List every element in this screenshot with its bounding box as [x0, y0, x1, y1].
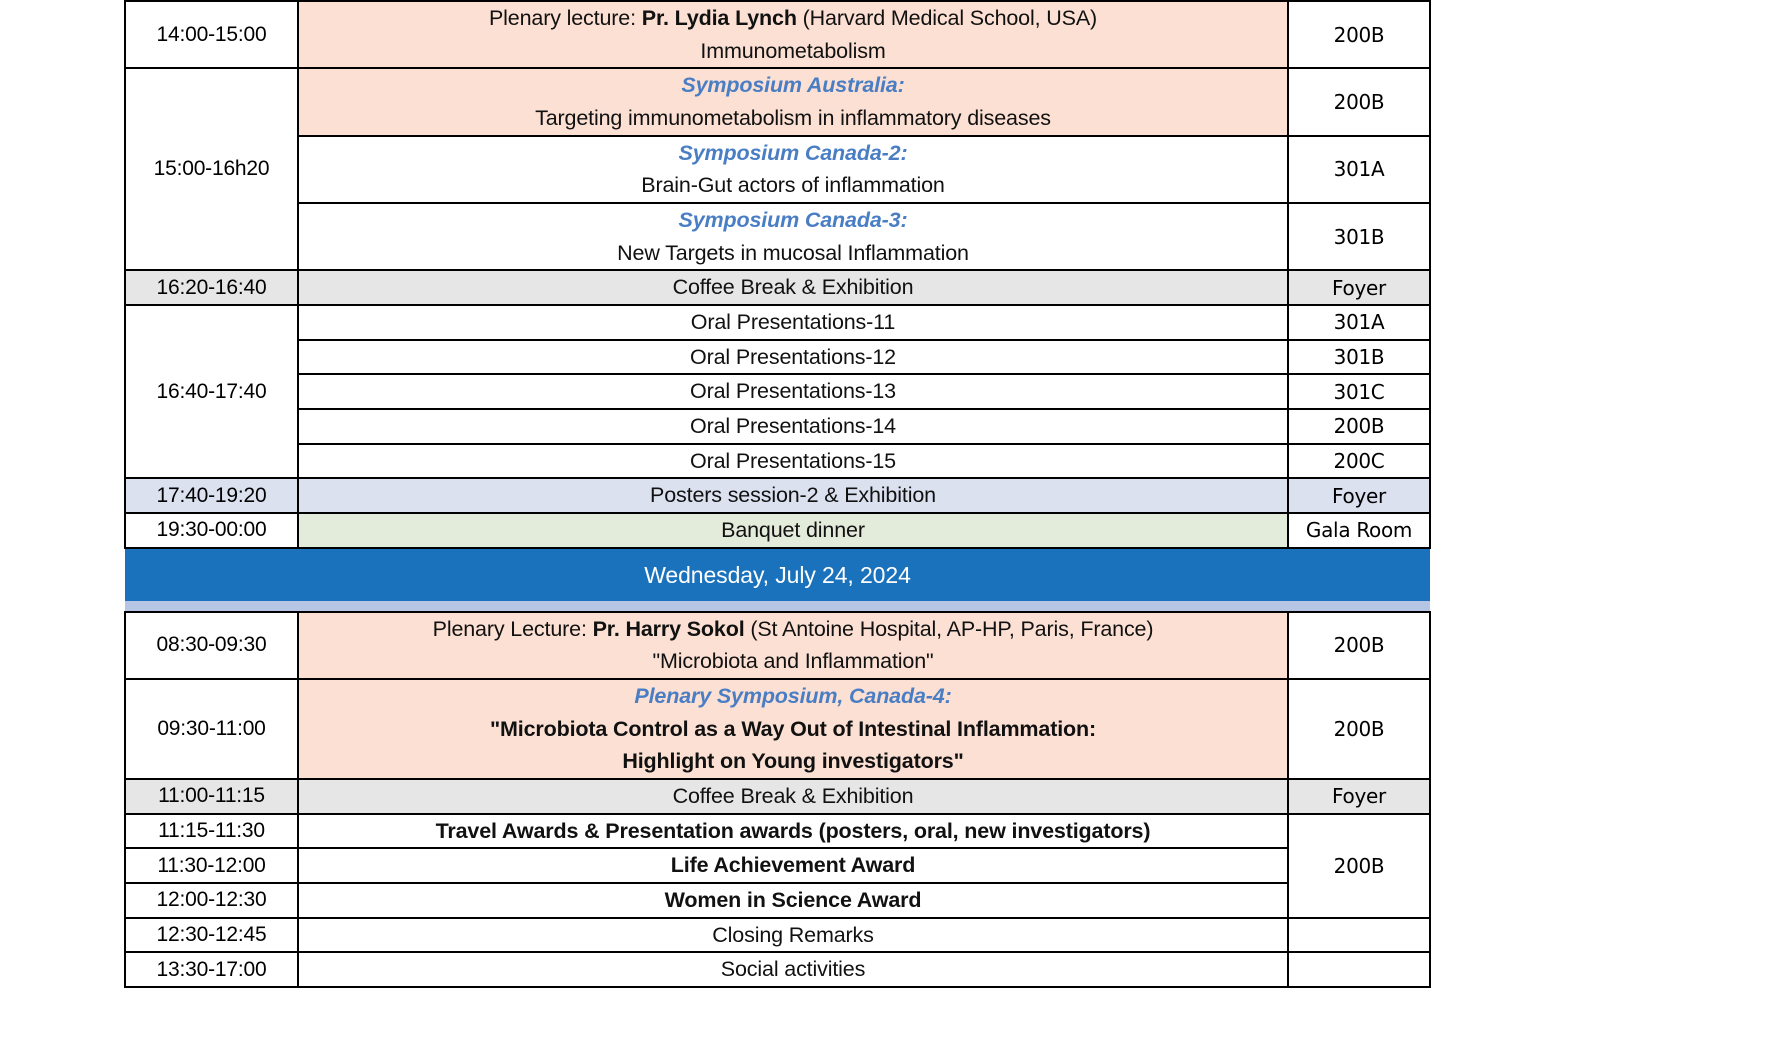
session-cell [298, 918, 1288, 953]
schedule-body [125, 1, 1430, 987]
room-cell: 301B [1288, 340, 1430, 375]
time-slot-cell: 12:30-12:45 [125, 918, 298, 953]
session-line [299, 271, 1287, 304]
room-cell: Gala Room [1288, 513, 1430, 548]
room-cell [1288, 952, 1430, 987]
session-line [299, 919, 1287, 952]
session-text-fragment: Plenary lecture: [488, 6, 642, 30]
session-text-fragment: Coffee Break & Exhibition [672, 784, 914, 809]
session-text-fragment: Oral Presentations-11 [690, 310, 896, 335]
room-cell: 200B [1288, 814, 1430, 918]
table-row [125, 136, 1430, 203]
session-text-fragment: Plenary Symposium, Canada-4: [634, 684, 952, 709]
session-cell [298, 270, 1288, 305]
time-slot-cell: 11:00-11:15 [125, 779, 298, 814]
room-cell: 200B [1288, 409, 1430, 444]
table-row [125, 444, 1430, 479]
table-row [125, 612, 1430, 679]
session-line [299, 102, 1287, 135]
room-cell: 301A [1288, 305, 1430, 340]
session-line [299, 69, 1287, 102]
session-text-fragment: Oral Presentations-15 [690, 448, 896, 473]
time-slot-cell: 15:00-16h20 [125, 68, 298, 270]
table-row [125, 68, 1430, 135]
session-line [299, 204, 1287, 237]
session-cell [298, 814, 1288, 849]
session-line [299, 2, 1287, 35]
session-text-fragment: Brain-Gut actors of inflammation [641, 173, 945, 198]
session-cell [298, 203, 1288, 270]
session-line [299, 237, 1287, 270]
session-text-fragment: Immunometabolism [700, 38, 886, 63]
table-row [125, 340, 1430, 375]
session-text-fragment: Oral Presentations-12 [690, 344, 896, 369]
table-row [125, 203, 1430, 270]
session-cell [298, 409, 1288, 444]
session-line [299, 341, 1287, 374]
table-row [125, 814, 1430, 849]
session-line [299, 35, 1287, 68]
session-cell [298, 305, 1288, 340]
time-slot-cell: 17:40-19:20 [125, 478, 298, 513]
session-text-fragment: Oral Presentations-13 [690, 379, 896, 404]
session-line [299, 745, 1287, 778]
session-text-fragment: Coffee Break & Exhibition [672, 275, 914, 300]
session-line [299, 613, 1287, 646]
session-cell [298, 478, 1288, 513]
session-cell [298, 68, 1288, 135]
table-row [125, 779, 1430, 814]
session-text-fragment: Women in Science Award [664, 888, 922, 913]
session-cell [298, 513, 1288, 548]
time-slot-cell: 16:40-17:40 [125, 305, 298, 478]
session-line [299, 445, 1287, 478]
session-cell [298, 340, 1288, 375]
session-line [299, 713, 1287, 746]
session-line [299, 137, 1287, 170]
room-cell: 200B [1288, 68, 1430, 135]
session-text-fragment: Symposium Australia: [681, 73, 905, 98]
session-text-fragment: Oral Presentations-14 [690, 414, 896, 439]
session-line [299, 815, 1287, 848]
time-slot-cell: 08:30-09:30 [125, 612, 298, 679]
time-slot-cell: 13:30-17:00 [125, 952, 298, 987]
room-cell: 200B [1288, 679, 1430, 779]
session-text-fragment: Pr. Harry Sokol [592, 616, 745, 641]
table-row [125, 1, 1430, 68]
session-line [299, 375, 1287, 408]
table-row [125, 883, 1430, 918]
time-slot-cell: 11:15-11:30 [125, 814, 298, 849]
session-cell [298, 883, 1288, 918]
room-cell: Foyer [1288, 270, 1430, 305]
session-text-fragment: Travel Awards & Presentation awards (posters, oral, new investigators) [435, 818, 1151, 843]
table-row [125, 409, 1430, 444]
session-line [299, 479, 1287, 512]
session-text-fragment: Symposium Canada-2: [678, 140, 908, 165]
day-banner-row [125, 548, 1430, 601]
session-cell [298, 848, 1288, 883]
room-cell: Foyer [1288, 779, 1430, 814]
session-text-fragment: Posters session-2 & Exhibition [650, 483, 936, 508]
session-text-fragment: Pr. Lydia Lynch [641, 6, 797, 30]
session-cell [298, 952, 1288, 987]
day-banner-underline [125, 601, 1430, 611]
session-cell [298, 1, 1288, 68]
session-cell [298, 779, 1288, 814]
session-text-fragment: Symposium Canada-3: [678, 208, 908, 233]
session-line [299, 849, 1287, 882]
session-line [299, 884, 1287, 917]
table-row [125, 952, 1430, 987]
session-text-fragment: "Microbiota and Inflammation" [652, 649, 934, 674]
session-cell [298, 612, 1288, 679]
session-text-fragment: Life Achievement Award [670, 853, 916, 878]
session-cell [298, 136, 1288, 203]
session-cell [298, 679, 1288, 779]
session-line [299, 645, 1287, 678]
table-row [125, 478, 1430, 513]
room-cell: 200B [1288, 1, 1430, 68]
day-banner-underline-row [125, 601, 1430, 612]
table-row [125, 374, 1430, 409]
time-slot-cell: 12:00-12:30 [125, 883, 298, 918]
time-slot-cell: 11:30-12:00 [125, 848, 298, 883]
session-line [299, 169, 1287, 202]
session-text-fragment: New Targets in mucosal Inflammation [617, 240, 969, 265]
session-text-fragment: Banquet dinner [721, 518, 865, 543]
room-cell [1288, 918, 1430, 953]
table-row [125, 918, 1430, 953]
room-cell: 301C [1288, 374, 1430, 409]
session-line [299, 680, 1287, 713]
session-text-fragment: (St Antoine Hospital, AP-HP, Paris, France) [744, 616, 1154, 641]
time-slot-cell: 16:20-16:40 [125, 270, 298, 305]
session-line [299, 953, 1287, 986]
session-text-fragment: (Harvard Medical School, USA) [796, 6, 1098, 30]
time-slot-cell: 19:30-00:00 [125, 513, 298, 548]
room-cell: 301B [1288, 203, 1430, 270]
session-text-fragment: Highlight on Young investigators" [622, 749, 964, 774]
session-cell [298, 444, 1288, 479]
table-row [125, 679, 1430, 779]
session-line [299, 780, 1287, 813]
day-banner-cell [125, 548, 1430, 601]
session-line [299, 410, 1287, 443]
room-cell: Foyer [1288, 478, 1430, 513]
session-cell [298, 374, 1288, 409]
session-line [299, 514, 1287, 547]
table-row [125, 513, 1430, 548]
time-slot-cell: 09:30-11:00 [125, 679, 298, 779]
day-banner-underline-cell [125, 601, 1430, 612]
session-text-fragment: Plenary Lecture: [432, 616, 593, 641]
table-row [125, 305, 1430, 340]
session-text-fragment: Closing Remarks [712, 922, 874, 947]
room-cell: 200C [1288, 444, 1430, 479]
day-banner-label: Wednesday, July 24, 2024 [125, 549, 1430, 601]
room-cell: 301A [1288, 136, 1430, 203]
time-slot-cell: 14:00-15:00 [125, 1, 298, 68]
session-line [299, 306, 1287, 339]
session-text-fragment: "Microbiota Control as a Way Out of Intestinal Inflammation: [489, 716, 1097, 741]
conference-schedule-table [124, 0, 1431, 988]
table-row [125, 848, 1430, 883]
room-cell: 200B [1288, 612, 1430, 679]
session-text-fragment: Targeting immunometabolism in inflammatory diseases [535, 106, 1051, 131]
session-text-fragment: Social activities [720, 957, 866, 982]
table-row [125, 270, 1430, 305]
